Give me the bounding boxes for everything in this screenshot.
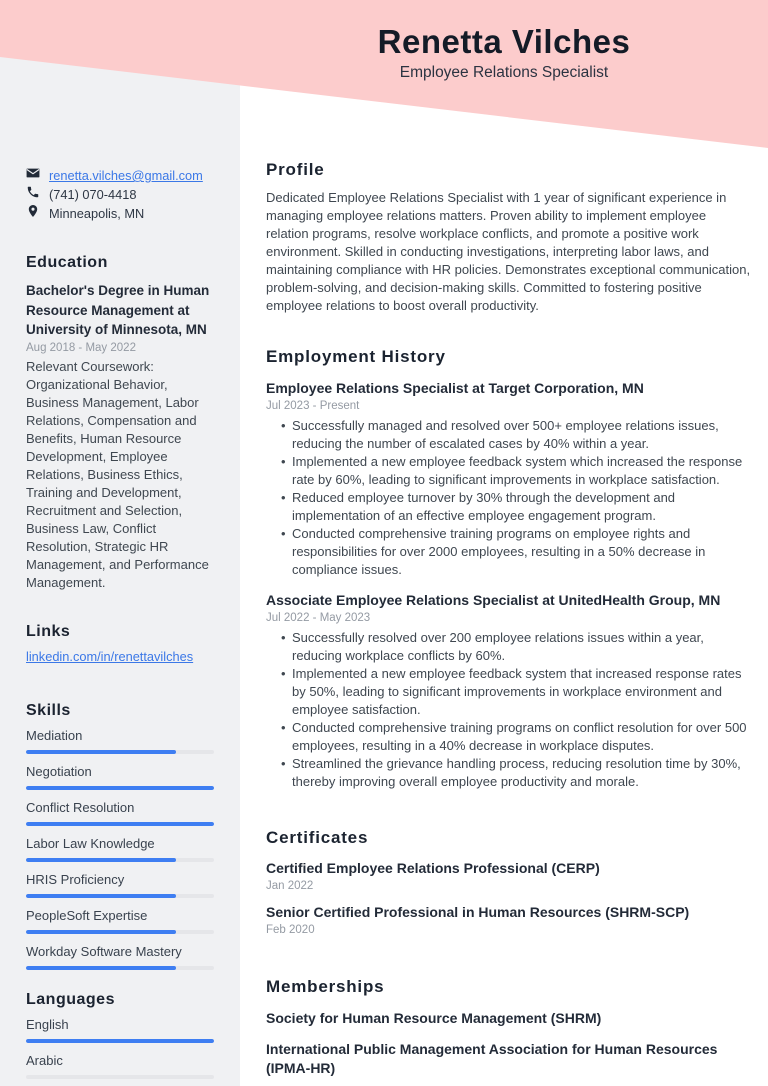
email-link[interactable]: renetta.vilches@gmail.com: [49, 168, 203, 183]
job-bullet: • Successfully managed and resolved over 500+ employee relations issues, reducing the number of escalated cases by 40% within a year.: [281, 417, 752, 453]
job-dates: Jul 2022 - May 2023: [266, 612, 371, 624]
membership-title: Society for Human Resource Management (SHRM): [266, 1010, 602, 1026]
skill-bar-fill: [26, 858, 176, 862]
certificate-title: Certified Employee Relations Professional (CERP): [266, 860, 600, 876]
skills-list: [26, 727, 214, 970]
candidate-job-title: Employee Relations Specialist: [399, 64, 609, 81]
job-bullet: • Reduced employee turnover by 30% through the development and implementation of an effective employee engagement program.: [281, 489, 752, 525]
job-entry: [266, 591, 752, 791]
skill-name: HRIS Proficiency: [26, 871, 125, 887]
skill-name: Labor Law Knowledge: [26, 835, 155, 851]
memberships-heading: Memberships: [266, 977, 385, 996]
certificate-entry: [266, 903, 752, 936]
skill-bar-track: [26, 930, 214, 934]
profile-heading: Profile: [266, 160, 325, 179]
skill-bar-fill: [26, 786, 214, 790]
skill-bar-track: [26, 858, 214, 862]
skill-bar-fill: [26, 894, 176, 898]
header: [240, 22, 768, 82]
skill-bar-fill: [26, 930, 176, 934]
skill-bar-track: [26, 966, 214, 970]
job-bullet: • Implemented a new employee feedback system that increased response rates by 50%, leading to significant improvements in workplace environment and employee satisfaction.: [281, 665, 752, 719]
certificate-title: Senior Certified Professional in Human Resources (SHRM-SCP): [266, 904, 690, 920]
languages-heading: Languages: [26, 990, 115, 1008]
certificates-heading: Certificates: [266, 828, 369, 847]
job-entry: [266, 379, 752, 579]
education-heading: Education: [26, 254, 108, 271]
skill-bar-track: [26, 750, 214, 754]
education-degree: Bachelor's Degree in Human Resource Management at University of Minnesota, MN: [26, 283, 210, 337]
links-heading: Links: [26, 622, 71, 640]
sidebar: [0, 0, 240, 1086]
skill-name: Mediation: [26, 727, 83, 743]
links-list: [26, 648, 214, 666]
job-bullet: • Implemented a new employee feedback system which increased the response rate by 60%, leading to significant improvements in workplace satisfaction.: [281, 453, 752, 489]
skill-bar-fill: [26, 750, 176, 754]
skill-bar-fill: [26, 966, 176, 970]
main-content: [266, 0, 752, 1078]
job-bullet: • Conducted comprehensive training programs on employee rights and responsibilities for over 2000 employees, resulting in a 50% decrease in compliance issues.: [281, 525, 752, 579]
certificate-date: Feb 2020: [266, 924, 315, 936]
membership-title: International Public Management Association for Human Resources (IPMA-HR): [266, 1041, 718, 1076]
language-item: [26, 1016, 214, 1043]
job-bullet: • Streamlined the grievance handling process, reducing resolution time by 30%, thereby improving overall employee productivity and morale.: [281, 755, 752, 791]
membership-entry: [266, 1009, 752, 1028]
language-name: Arabic: [26, 1052, 63, 1068]
skill-item: [26, 907, 214, 934]
language-bar-track: [26, 1075, 214, 1079]
job-title: Associate Employee Relations Specialist at UnitedHealth Group, MN: [266, 592, 721, 608]
skill-item: [26, 763, 214, 790]
language-bar-track: [26, 1039, 214, 1043]
job-bullet-list: [266, 417, 752, 579]
language-bar-fill: [26, 1039, 214, 1043]
language-item: [26, 1052, 214, 1079]
skill-bar-fill: [26, 822, 214, 826]
location-text: Minneapolis, MN: [49, 206, 145, 221]
job-dates: Jul 2023 - Present: [266, 400, 360, 412]
job-bullet-list: [266, 629, 752, 791]
phone-icon: [26, 185, 40, 204]
language-name: English: [26, 1016, 69, 1032]
certificate-date: Jan 2022: [266, 880, 314, 892]
contact-phone-row: [26, 185, 214, 204]
linkedin-link[interactable]: linkedin.com/in/renettavilches: [26, 648, 194, 664]
location-pin-icon: [26, 204, 40, 223]
skill-item: [26, 835, 214, 862]
skill-item: [26, 727, 214, 754]
contact-email-row: [26, 166, 214, 185]
skill-name: Conflict Resolution: [26, 799, 135, 815]
membership-entry: [266, 1040, 752, 1078]
skills-heading: Skills: [26, 701, 71, 719]
profile-text: Dedicated Employee Relations Specialist with 1 year of significant experience in managing employee relations matters. Proven ability to implement employee relation programs, resolve workplace conflicts, and promote a positive work environment. Skilled in conducting investigations, interpreting labor laws, and maintaining compliance with HR policies. Demonstrates exceptional communication, problem-solving, and decision-making skills. Committed to fostering positive employee relations to boost overall productivity.: [266, 190, 751, 313]
certificate-entry: [266, 859, 752, 892]
languages-list: [26, 1016, 214, 1079]
skill-item: [26, 871, 214, 898]
job-bullet: • Conducted comprehensive training programs on conflict resolution for over 500 employees, resulting in a 40% decrease in workplace disputes.: [281, 719, 752, 755]
skill-name: PeopleSoft Expertise: [26, 907, 148, 923]
employment-heading: Employment History: [266, 347, 446, 366]
education-description: Relevant Coursework: Organizational Behavior, Business Management, Labor Relations, Compensation and Benefits, Human Resource Development, Employee Relations, Business Ethics, Training and Development, Recruitment and Selection, Business Law, Conflict Resolution, Strategic HR Management, and Performance Management.: [26, 358, 209, 590]
phone-number: (741) 070-4418: [49, 187, 137, 202]
envelope-icon: [26, 166, 40, 185]
skill-item: [26, 943, 214, 970]
candidate-name: Renetta Vilches: [377, 23, 631, 60]
skill-name: Negotiation: [26, 763, 92, 779]
job-bullet: • Successfully resolved over 200 employee relations issues within a year, reducing workplace conflicts by 60%.: [281, 629, 752, 665]
skill-bar-track: [26, 822, 214, 826]
job-title: Employee Relations Specialist at Target Corporation, MN: [266, 380, 644, 396]
education-dates: Aug 2018 - May 2022: [26, 341, 136, 354]
skill-item: [26, 799, 214, 826]
skill-name: Workday Software Mastery: [26, 943, 182, 959]
contact-location-row: [26, 204, 214, 223]
skill-bar-track: [26, 894, 214, 898]
skill-bar-track: [26, 786, 214, 790]
